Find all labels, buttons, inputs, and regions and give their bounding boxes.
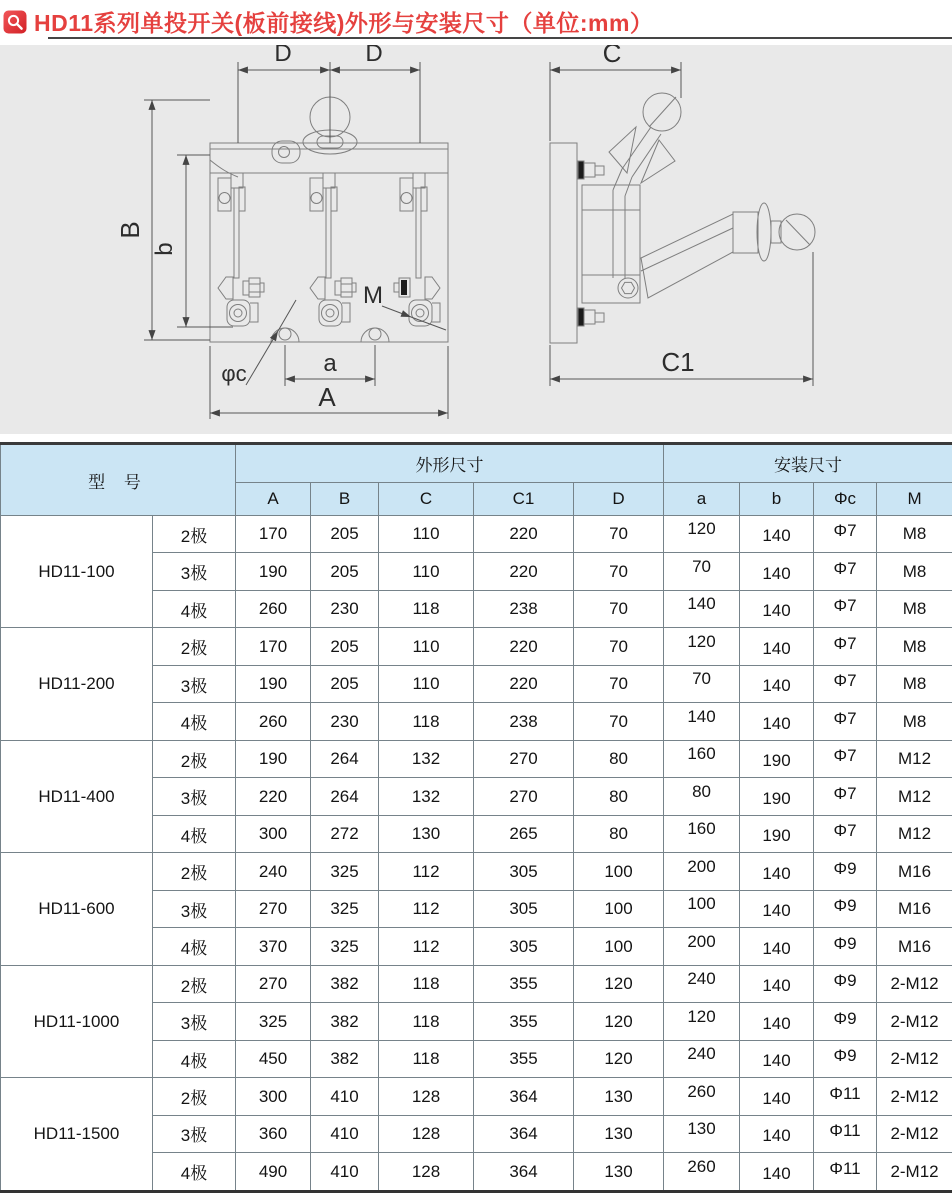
dim-label-D2: D xyxy=(365,45,383,67)
cell: 240 xyxy=(664,965,740,1002)
cell: 264 xyxy=(311,740,379,777)
cell: 140 xyxy=(740,590,814,627)
table-row xyxy=(1,628,952,665)
pole-cell: 2极 xyxy=(153,1078,236,1115)
cell: M8 xyxy=(877,703,952,740)
cell: 410 xyxy=(311,1115,379,1152)
cell: M16 xyxy=(877,928,952,965)
cell: 70 xyxy=(574,553,664,590)
cell: 140 xyxy=(740,928,814,965)
cell: 190 xyxy=(236,740,311,777)
cell: Φ7 xyxy=(814,815,877,852)
side-view-dimensions xyxy=(550,62,813,386)
cell: 112 xyxy=(379,890,474,927)
cell: 355 xyxy=(474,965,574,1002)
cell: 130 xyxy=(664,1115,740,1152)
cell: 70 xyxy=(574,516,664,553)
cell: 130 xyxy=(379,815,474,852)
cell: 140 xyxy=(740,516,814,553)
cell: 140 xyxy=(664,703,740,740)
model-cell: HD11-400 xyxy=(1,740,153,852)
cell: Φ11 xyxy=(814,1115,877,1152)
cell: 140 xyxy=(740,853,814,890)
model-cell: HD11-200 xyxy=(1,628,153,740)
cell: 190 xyxy=(236,665,311,702)
dim-label-phic: φc xyxy=(221,361,247,386)
cell: 140 xyxy=(740,890,814,927)
cell: 140 xyxy=(740,628,814,665)
cell: 110 xyxy=(379,516,474,553)
cell: 220 xyxy=(474,628,574,665)
dim-label-D1: D xyxy=(274,45,292,67)
cell: 205 xyxy=(311,665,379,702)
model-cell: HD11-1000 xyxy=(1,965,153,1077)
cell: 118 xyxy=(379,1040,474,1077)
table-header xyxy=(1,444,952,516)
table-row xyxy=(1,853,952,890)
cell: Φ7 xyxy=(814,516,877,553)
col-header-b: b xyxy=(740,483,814,516)
cell: Φ11 xyxy=(814,1078,877,1115)
cell: 220 xyxy=(474,553,574,590)
pole-cell: 3极 xyxy=(153,890,236,927)
cell: 130 xyxy=(574,1115,664,1152)
cell: Φ7 xyxy=(814,778,877,815)
model-cell: HD11-600 xyxy=(1,853,153,965)
cell: M8 xyxy=(877,665,952,702)
pole-cell: 4极 xyxy=(153,928,236,965)
cell: 118 xyxy=(379,1003,474,1040)
pole-cell: 4极 xyxy=(153,703,236,740)
cell: 230 xyxy=(311,703,379,740)
cell: Φ7 xyxy=(814,590,877,627)
cell: 410 xyxy=(311,1078,379,1115)
cell: 132 xyxy=(379,740,474,777)
cell: 240 xyxy=(664,1040,740,1077)
pole-2 xyxy=(310,173,356,326)
cell: 120 xyxy=(574,1003,664,1040)
cell: 220 xyxy=(474,665,574,702)
cell: Φ7 xyxy=(814,665,877,702)
cell: M8 xyxy=(877,590,952,627)
page-title: HD11系列单投开关(板前接线)外形与安装尺寸（单位:mm） xyxy=(34,10,654,36)
cell: 450 xyxy=(236,1040,311,1077)
cell: 128 xyxy=(379,1078,474,1115)
pole-cell: 3极 xyxy=(153,665,236,702)
table-row xyxy=(1,740,952,777)
header-row-groups xyxy=(1,444,952,483)
cell: 120 xyxy=(664,516,740,553)
title-bar xyxy=(3,5,653,38)
cell: 120 xyxy=(574,965,664,1002)
cell: 205 xyxy=(311,516,379,553)
cell: 70 xyxy=(664,665,740,702)
cell: 128 xyxy=(379,1153,474,1192)
dim-label-A: A xyxy=(318,382,336,412)
cell: 305 xyxy=(474,928,574,965)
cell: M8 xyxy=(877,516,952,553)
dim-label-M: M xyxy=(363,282,383,309)
header-outline-group: 外形尺寸 xyxy=(236,444,664,483)
cell: 118 xyxy=(379,965,474,1002)
cell: 360 xyxy=(236,1115,311,1152)
cell: 2-M12 xyxy=(877,1003,952,1040)
cell: 240 xyxy=(236,853,311,890)
cell: M12 xyxy=(877,778,952,815)
cell: 140 xyxy=(740,703,814,740)
cell: Φ9 xyxy=(814,1040,877,1077)
title-divider xyxy=(48,37,952,39)
col-header-C: C xyxy=(379,483,474,516)
pole-3 xyxy=(394,173,440,326)
cell: 370 xyxy=(236,928,311,965)
cell: 270 xyxy=(236,965,311,1002)
pole-cell: 4极 xyxy=(153,1040,236,1077)
cell: 70 xyxy=(574,590,664,627)
cell: 300 xyxy=(236,1078,311,1115)
pole-cell: 2极 xyxy=(153,740,236,777)
pole-cell: 4极 xyxy=(153,1153,236,1192)
cell: 205 xyxy=(311,553,379,590)
pole-cell: 4极 xyxy=(153,590,236,627)
cell: Φ9 xyxy=(814,928,877,965)
cell: 220 xyxy=(474,516,574,553)
cell: 70 xyxy=(664,553,740,590)
cell: 120 xyxy=(664,628,740,665)
col-header-D: D xyxy=(574,483,664,516)
front-view-drawing xyxy=(210,97,448,342)
col-header-phic: Φc xyxy=(814,483,877,516)
cell: 80 xyxy=(574,778,664,815)
cell: 80 xyxy=(574,815,664,852)
cell: 270 xyxy=(474,778,574,815)
cell: 80 xyxy=(664,778,740,815)
cell: 190 xyxy=(740,740,814,777)
pole-cell: 3极 xyxy=(153,1003,236,1040)
cell: Φ7 xyxy=(814,703,877,740)
cell: 112 xyxy=(379,928,474,965)
dim-label-a: a xyxy=(323,350,337,377)
cell: 190 xyxy=(740,815,814,852)
pole-1 xyxy=(218,173,264,326)
cell: 190 xyxy=(740,778,814,815)
cell: M16 xyxy=(877,890,952,927)
pole-cell: 3极 xyxy=(153,553,236,590)
header-mount-group: 安装尺寸 xyxy=(664,444,952,483)
model-cell: HD11-100 xyxy=(1,516,153,628)
model-cell: HD11-1500 xyxy=(1,1078,153,1192)
cell: 190 xyxy=(236,553,311,590)
col-header-B: B xyxy=(311,483,379,516)
cell: 260 xyxy=(236,703,311,740)
cell: 260 xyxy=(236,590,311,627)
cell: 100 xyxy=(574,928,664,965)
cell: Φ9 xyxy=(814,1003,877,1040)
cell: Φ7 xyxy=(814,628,877,665)
cell: 305 xyxy=(474,890,574,927)
cell: 355 xyxy=(474,1040,574,1077)
col-header-C1: C1 xyxy=(474,483,574,516)
cell: 100 xyxy=(574,890,664,927)
cell: 200 xyxy=(664,928,740,965)
cell: 140 xyxy=(740,1078,814,1115)
cell: 130 xyxy=(574,1078,664,1115)
cell: 130 xyxy=(574,1153,664,1192)
cell: 270 xyxy=(474,740,574,777)
pole-cell: 2极 xyxy=(153,516,236,553)
cell: 2-M12 xyxy=(877,1078,952,1115)
cell: 260 xyxy=(664,1153,740,1192)
cell: 230 xyxy=(311,590,379,627)
cell: 238 xyxy=(474,703,574,740)
dim-label-C: C xyxy=(602,45,622,68)
cell: 382 xyxy=(311,965,379,1002)
cell: 2-M12 xyxy=(877,1040,952,1077)
cell: 2-M12 xyxy=(877,1115,952,1152)
cell: 205 xyxy=(311,628,379,665)
dim-label-B: B xyxy=(115,221,145,239)
pole-cell: 3极 xyxy=(153,1115,236,1152)
pole-cell: 2极 xyxy=(153,965,236,1002)
magnifier-icon xyxy=(3,10,27,34)
cell: 300 xyxy=(236,815,311,852)
cell: 260 xyxy=(664,1078,740,1115)
cell: 270 xyxy=(236,890,311,927)
cell: Φ7 xyxy=(814,553,877,590)
cell: 272 xyxy=(311,815,379,852)
cell: M12 xyxy=(877,815,952,852)
cell: 264 xyxy=(311,778,379,815)
col-header-a: a xyxy=(664,483,740,516)
cell: 364 xyxy=(474,1115,574,1152)
table-row xyxy=(1,1078,952,1115)
cell: 305 xyxy=(474,853,574,890)
pole-cell: 2极 xyxy=(153,853,236,890)
cell: 325 xyxy=(311,928,379,965)
cell: 118 xyxy=(379,590,474,627)
cell: 112 xyxy=(379,853,474,890)
drawing-panel xyxy=(0,45,952,434)
cell: M8 xyxy=(877,553,952,590)
cell: 70 xyxy=(574,703,664,740)
cell: 265 xyxy=(474,815,574,852)
col-header-A: A xyxy=(236,483,311,516)
cell: 382 xyxy=(311,1040,379,1077)
cell: 220 xyxy=(236,778,311,815)
cell: 170 xyxy=(236,628,311,665)
table-row xyxy=(1,965,952,1002)
cell: 160 xyxy=(664,815,740,852)
table-row xyxy=(1,516,952,553)
cell: 70 xyxy=(574,628,664,665)
cell: 364 xyxy=(474,1153,574,1192)
col-header-M: M xyxy=(877,483,952,516)
cell: 70 xyxy=(574,665,664,702)
cell: 325 xyxy=(311,890,379,927)
cell: 140 xyxy=(740,1153,814,1192)
cell: 325 xyxy=(311,853,379,890)
cell: 100 xyxy=(664,890,740,927)
cell: 140 xyxy=(740,1115,814,1152)
cell: 120 xyxy=(664,1003,740,1040)
cell: Φ9 xyxy=(814,890,877,927)
cell: 128 xyxy=(379,1115,474,1152)
cell: 325 xyxy=(236,1003,311,1040)
pole-cell: 3极 xyxy=(153,778,236,815)
cell: 110 xyxy=(379,628,474,665)
cell: 100 xyxy=(574,853,664,890)
pole-cell: 4极 xyxy=(153,815,236,852)
cell: M12 xyxy=(877,740,952,777)
dim-label-C1: C1 xyxy=(661,347,695,377)
cell: 382 xyxy=(311,1003,379,1040)
cell: 355 xyxy=(474,1003,574,1040)
cell: 132 xyxy=(379,778,474,815)
cell: 140 xyxy=(664,590,740,627)
side-view-drawing xyxy=(550,93,815,343)
cell: 140 xyxy=(740,665,814,702)
cell: 140 xyxy=(740,965,814,1002)
cell: Φ11 xyxy=(814,1153,877,1192)
cell: 490 xyxy=(236,1153,311,1192)
dim-label-b: b xyxy=(151,242,178,256)
cell: Φ9 xyxy=(814,965,877,1002)
cell: 160 xyxy=(664,740,740,777)
cell: 364 xyxy=(474,1078,574,1115)
cell: 140 xyxy=(740,1040,814,1077)
front-view-dimensions xyxy=(144,62,448,419)
cell: 110 xyxy=(379,665,474,702)
cell: 2-M12 xyxy=(877,1153,952,1192)
cell: 118 xyxy=(379,703,474,740)
cell: 110 xyxy=(379,553,474,590)
cell: 200 xyxy=(664,853,740,890)
header-model: 型 号 xyxy=(1,444,236,516)
cell: 140 xyxy=(740,553,814,590)
cell: 80 xyxy=(574,740,664,777)
cell: 170 xyxy=(236,516,311,553)
spec-table xyxy=(0,442,952,1193)
cell: 238 xyxy=(474,590,574,627)
cell: 140 xyxy=(740,1003,814,1040)
pole-cell: 2极 xyxy=(153,628,236,665)
cell: Φ9 xyxy=(814,853,877,890)
cell: 410 xyxy=(311,1153,379,1192)
cell: 120 xyxy=(574,1040,664,1077)
cell: Φ7 xyxy=(814,740,877,777)
cell: M16 xyxy=(877,853,952,890)
cell: 2-M12 xyxy=(877,965,952,1002)
cell: M8 xyxy=(877,628,952,665)
